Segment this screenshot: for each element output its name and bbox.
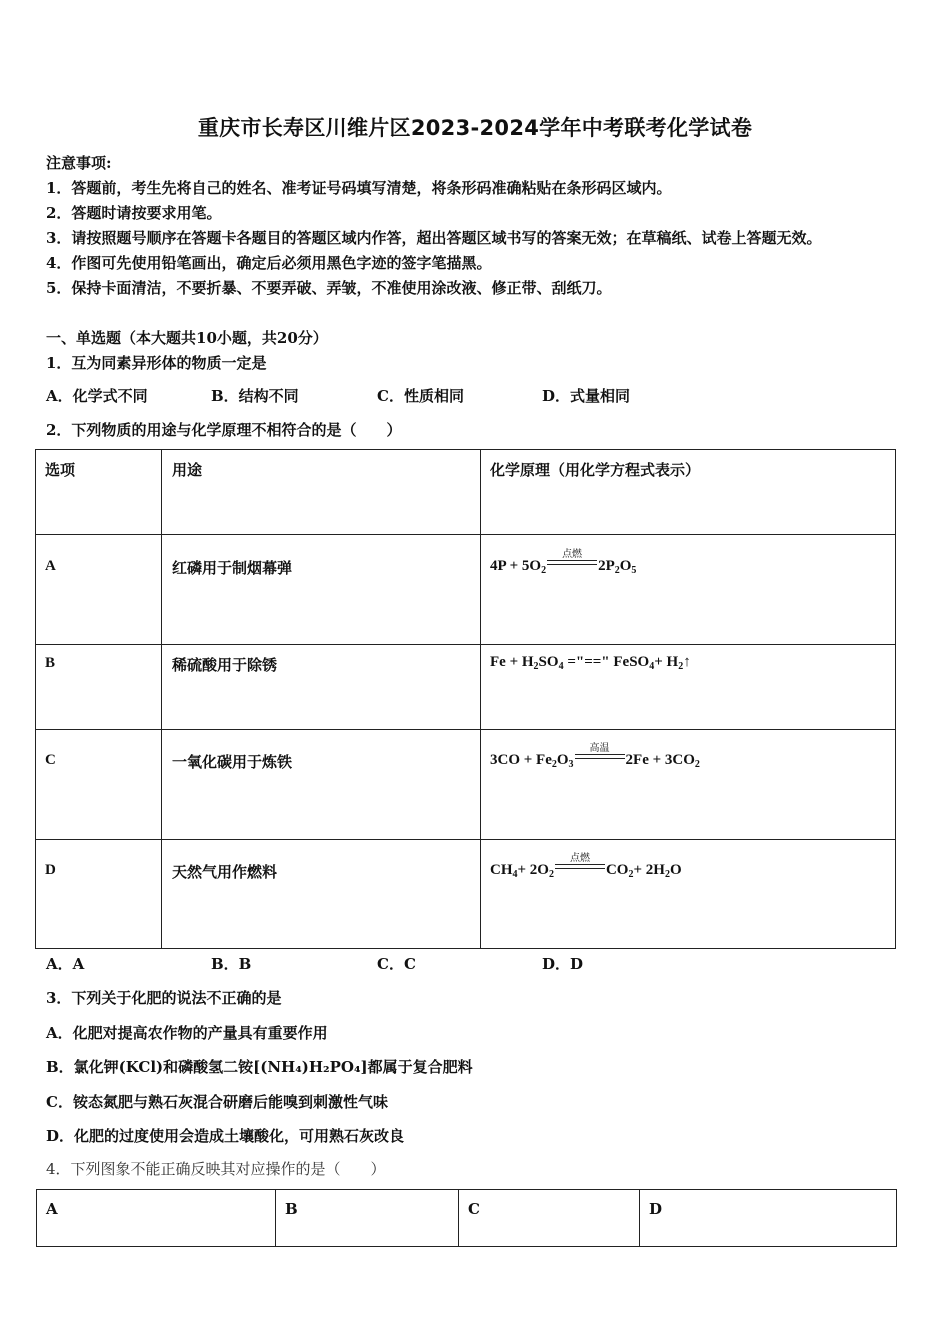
q1-option-a: A．化学式不同 [46, 387, 148, 405]
option-label: D [45, 862, 56, 878]
notice-item: 2．答题时请按要求用笔。 [46, 204, 222, 222]
table-row [36, 645, 896, 730]
q2-option-b: B．B [211, 955, 252, 973]
equation: $CH_4+ 2O_2$ 点燃 $CO_2+ 2H_2O$ [490, 853, 682, 880]
reaction-condition: 点燃 [547, 557, 597, 567]
q2-stem: 2．下列物质的用途与化学原理不相符合的是（ ） [46, 421, 402, 439]
table-row [36, 450, 896, 535]
q3-stem: 3．下列关于化肥的说法不正确的是 [46, 989, 282, 1007]
header-principle: 化学原理（用化学方程式表示） [490, 461, 701, 479]
option-label: B [45, 655, 56, 671]
table-row [36, 535, 896, 645]
header-use: 用途 [172, 461, 203, 479]
q2-option-c: C．C [377, 955, 416, 973]
table-row [37, 1190, 897, 1247]
equation: $3CO + Fe_2O_3$ 高温 $2Fe + 3CO_2$ [490, 743, 700, 770]
option-label: A [45, 558, 56, 574]
notice-item: 4．作图可先使用铅笔画出，确定后必须用黑色字迹的签字笔描黑。 [46, 254, 492, 272]
q2-option-d: D．D [542, 955, 584, 973]
notice-item: 5．保持卡面清洁，不要折暴、不要弄破、弄皱，不准使用涂改液、修正带、刮纸刀。 [46, 279, 612, 297]
notice-heading: 注意事项: [46, 154, 112, 172]
q3-option-a: A．化肥对提高农作物的产量具有重要作用 [46, 1024, 328, 1042]
q3-option-c: C．铵态氮肥与熟石灰混合研磨后能嗅到刺激性气味 [46, 1093, 388, 1111]
q4-cell-d: D [640, 1190, 897, 1247]
equation: $Fe + H_2SO_4$ ="==" FeSO$_4$+ $H_2↑$ [490, 654, 691, 672]
table-row [36, 730, 896, 840]
reaction-condition: 点燃 [555, 861, 605, 871]
use-text: 天然气用作燃料 [172, 863, 278, 881]
notice-item: 1．答题前，考生先将自己的姓名、准考证号码填写清楚，将条形码准确粘贴在条形码区域内。 [46, 179, 672, 197]
q4-stem: 4．下列图象不能正确反映其对应操作的是（ ） [46, 1160, 386, 1178]
equals-text: ="==" [563, 654, 614, 670]
header-option: 选项 [45, 461, 76, 479]
use-text: 一氧化碳用于炼铁 [172, 753, 293, 771]
q2-table [35, 449, 896, 949]
q3-option-d: D．化肥的过度使用会造成土壤酸化，可用熟石灰改良 [46, 1127, 405, 1145]
q4-cell-a: A [37, 1190, 276, 1247]
table-row [36, 840, 896, 949]
page-title: 重庆市长寿区川维片区2023-2024学年中考联考化学试卷 [197, 116, 753, 140]
q2-option-a: A．A [46, 955, 85, 973]
q1-option-b: B．结构不同 [211, 387, 299, 405]
reaction-condition: 高温 [575, 751, 625, 761]
q1-stem: 1．互为同素异形体的物质一定是 [46, 354, 267, 372]
use-text: 稀硫酸用于除锈 [172, 656, 278, 674]
equation: $4P + 5O_2$ 点燃 $2P_2O_5$ [490, 549, 637, 576]
option-label: C [45, 752, 56, 768]
use-text: 红磷用于制烟幕弹 [172, 559, 293, 577]
q4-table [36, 1189, 897, 1247]
q3-option-b: B．氯化钾(KCl)和磷酸氢二铵[(NH₄)H₂PO₄]都属于复合肥料 [46, 1058, 473, 1076]
q4-cell-c: C [459, 1190, 640, 1247]
notice-item: 3．请按照题号顺序在答题卡各题目的答题区域内作答，超出答题区域书写的答案无效；在草稿纸、试卷上答题无效。 [46, 229, 822, 247]
q1-option-c: C．性质相同 [377, 387, 464, 405]
q1-option-d: D．式量相同 [542, 387, 631, 405]
q4-cell-b: B [276, 1190, 459, 1247]
section-heading: 一、单选题（本大题共10小题，共20分） [46, 329, 328, 347]
